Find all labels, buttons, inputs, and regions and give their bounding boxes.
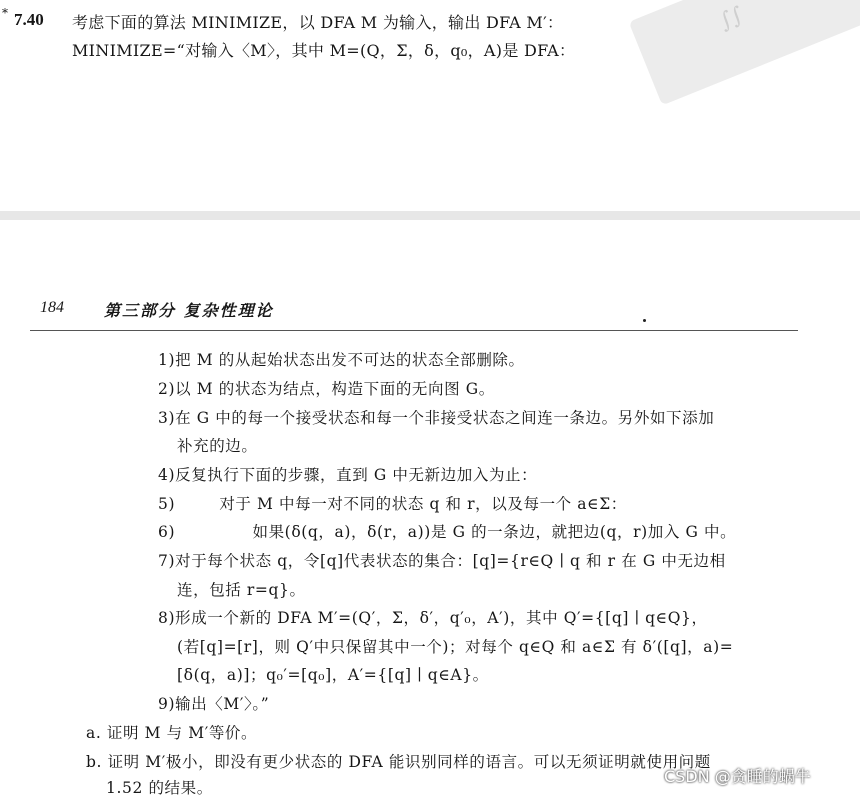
step-5: 5) 对于 M 中每一对不同的状态 q 和 r，以及每一个 a∈Σ： [158, 495, 627, 513]
step-4: 4)反复执行下面的步骤，直到 G 中无新边加入为止： [158, 466, 538, 484]
step-8-cont-1: (若[q]=[r]，则 Q′中只保留其中一个)；对每个 q∈Q 和 a∈Σ 有 δ′([q]，a)= [177, 638, 734, 656]
question-b: b. 证明 M′极小，即没有更少状态的 DFA 能识别同样的语言。可以无须证明就使用问题 [86, 753, 711, 771]
step-2: 2)以 M 的状态为结点，构造下面的无向图 G。 [158, 380, 495, 398]
step-3: 3)在 G 中的每一个接受状态和每一个非接受状态之间连一条边。另外如下添加 [158, 409, 715, 427]
step-1: 1)把 M 的从起始状态出发不可达的状态全部删除。 [158, 351, 525, 369]
step-6: 6) 如果(δ(q，a)，δ(r，a))是 G 的一条边，就把边(q，r)加入 G 中。 [158, 523, 737, 541]
csdn-watermark: CSDN @贪睡的蜗牛 [664, 767, 811, 786]
question-b-cont: 1.52 的结果。 [106, 779, 213, 797]
step-7: 7)对于每个状态 q，令[q]代表状态的集合：[q]={r∈Q ∣ q 和 r 在 G 中无边相 [158, 552, 726, 570]
question-a: a. 证明 M 与 M′等价。 [86, 724, 258, 742]
section-title: 第三部分 复杂性理论 [104, 301, 274, 320]
step-7-cont: 连，包括 r=q}。 [177, 581, 306, 599]
step-9: 9)输出〈M′〉。” [158, 695, 270, 713]
step-8: 8)形成一个新的 DFA M′=(Q′，Σ，δ′，q′₀，A′)，其中 Q′={[q] ∣ q∈Q}， [158, 609, 708, 627]
header-rule [30, 330, 798, 331]
exercise-line-1: 考虑下面的算法 MINIMIZE，以 DFA M 为输入，输出 DFA M′： [72, 13, 564, 32]
corner-stamp [629, 0, 860, 105]
page-number: 184 [40, 299, 64, 316]
exercise-number: 7.40 [14, 10, 44, 29]
page-gap-divider [0, 211, 860, 220]
stamp-mark: ∫∫ [716, 2, 747, 35]
step-3-cont: 补充的边。 [177, 437, 258, 455]
scan-dot [643, 319, 646, 322]
step-8-cont-2: [δ(q，a)]；q₀′=[q₀]，A′={[q] ∣ q∈A}。 [177, 666, 489, 684]
exercise-marker: * [2, 6, 9, 20]
exercise-line-2: MINIMIZE=“对输入〈M〉，其中 M=(Q，Σ，δ，q₀，A)是 DFA： [72, 41, 576, 60]
